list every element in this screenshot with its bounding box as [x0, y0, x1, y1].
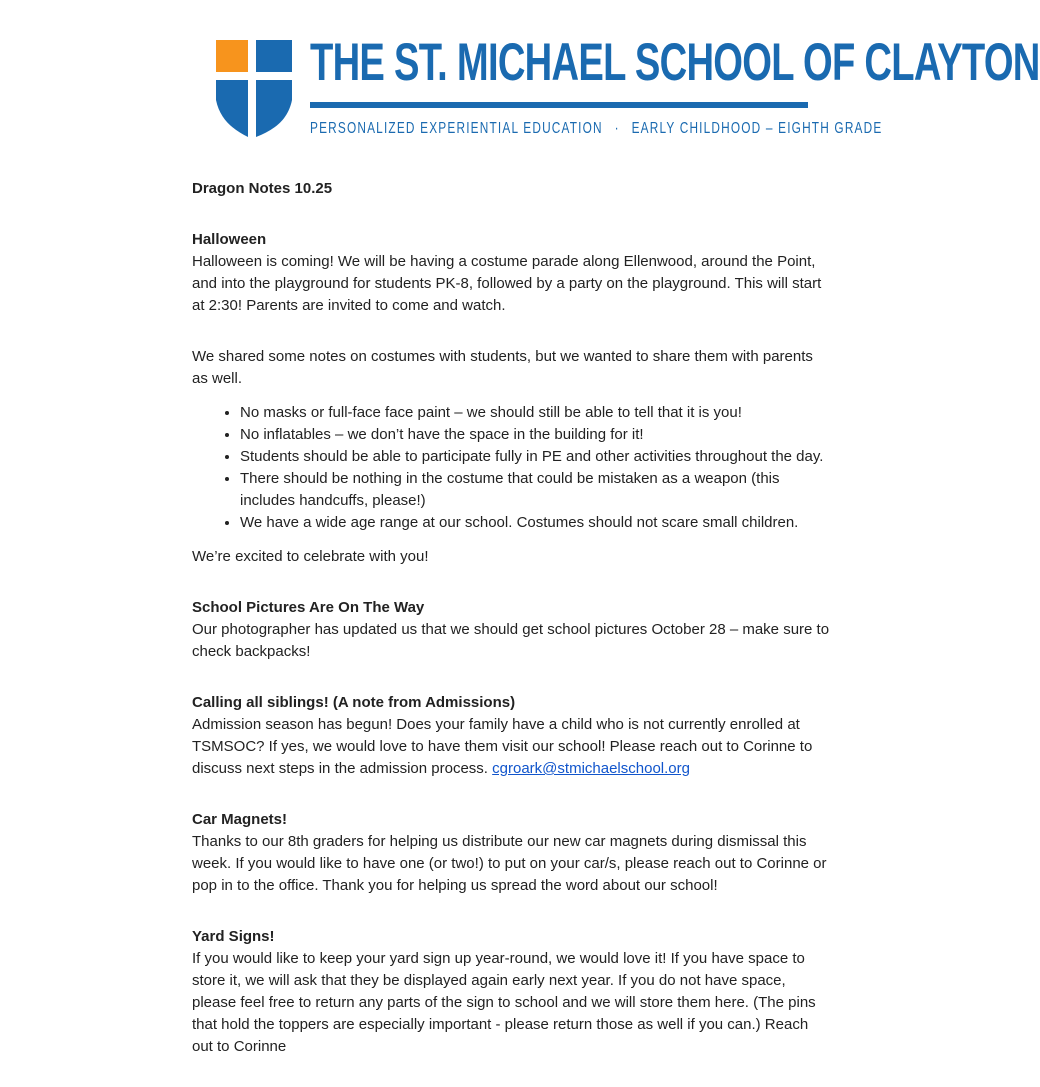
section-heading: Halloween — [192, 231, 267, 248]
header-divider — [310, 102, 808, 108]
list-item: • Students should be able to participate fully in PE and other activities throughout the day. — [240, 446, 832, 468]
section-siblings — [192, 692, 832, 780]
newsletter-title: Dragon Notes 10.25 — [192, 180, 333, 197]
section-heading: Car Magnets! — [192, 811, 288, 828]
school-shield-logo — [216, 38, 292, 138]
shield-bottom-left-quadrant — [216, 80, 248, 137]
newsletter-body — [192, 178, 832, 1087]
school-header — [216, 33, 1040, 142]
section-car-magnets — [192, 809, 832, 897]
section-heading: Yard Signs! — [192, 928, 275, 945]
shield-bottom-right-quadrant — [256, 80, 292, 137]
section-halloween — [192, 229, 832, 568]
halloween-closing: We’re excited to celebrate with you! — [192, 548, 429, 565]
tagline-separator: · — [614, 120, 620, 137]
list-item: • No masks or full-face face paint – we should still be able to tell that it is you! — [240, 402, 832, 424]
list-item: • We have a wide age range at our school. Costumes should not scare small children. — [240, 512, 832, 534]
section-yard-signs — [192, 926, 832, 1058]
shield-top-right-quadrant — [256, 40, 292, 72]
section-heading: Calling all siblings! (A note from Admissions) — [192, 694, 516, 711]
costume-rules-list — [192, 402, 832, 534]
tagline-right: EARLY CHILDHOOD – EIGHTH GRADE — [631, 120, 883, 137]
halloween-intro: Halloween is coming! We will be having a costume parade along Ellenwood, around the Point, and into the playground for students PK-8, followed by a party on the playground. This will start at 2:30! Parents are invited to come and watch. — [192, 253, 822, 314]
section-body: Our photographer has updated us that we should get school pictures October 28 – make sure to check backpacks! — [192, 621, 830, 660]
section-body: Thanks to our 8th graders for helping us distribute our new car magnets during dismissal this week. If you would like to have one (or two!) to put on your car/s, please reach out to Corinne or pop in to the office. Thank you for helping us spread the word about our school! — [192, 833, 827, 894]
admissions-email-link[interactable]: cgroark@stmichaelschool.org — [492, 760, 690, 777]
shield-orange-quadrant — [216, 40, 248, 72]
section-school-pictures — [192, 597, 832, 663]
section-body: If you would like to keep your yard sign up year-round, we would love it! If you have space to store it, we will ask that they be displayed again early next year. If you do not have space, please feel free to return any parts of the sign to school and we will store them here. (The pins that hold the toppers are especially important - please return those as well if you can.) Reach out to Corinne — [192, 950, 816, 1055]
tagline-left: PERSONALIZED EXPERIENTIAL EDUCATION — [310, 120, 603, 137]
list-item: • No inflatables – we don’t have the space in the building for it! — [240, 424, 832, 446]
section-heading: School Pictures Are On The Way — [192, 599, 425, 616]
costume-note: We shared some notes on costumes with students, but we wanted to share them with parents as well. — [192, 348, 813, 387]
school-tagline — [310, 120, 882, 138]
school-name: THE ST. MICHAEL SCHOOL OF CLAYTON — [310, 33, 1040, 92]
siblings-body-text: Admission season has begun! Does your family have a child who is not currently enrolled at TSMSOC? If yes, we would love to have them visit our school! Please reach out to Corinne to discuss next steps in the admission process. — [192, 716, 813, 777]
section-body — [192, 714, 832, 780]
list-item: • There should be nothing in the costume that could be mistaken as a weapon (this includes handcuffs, please!) — [240, 468, 832, 512]
